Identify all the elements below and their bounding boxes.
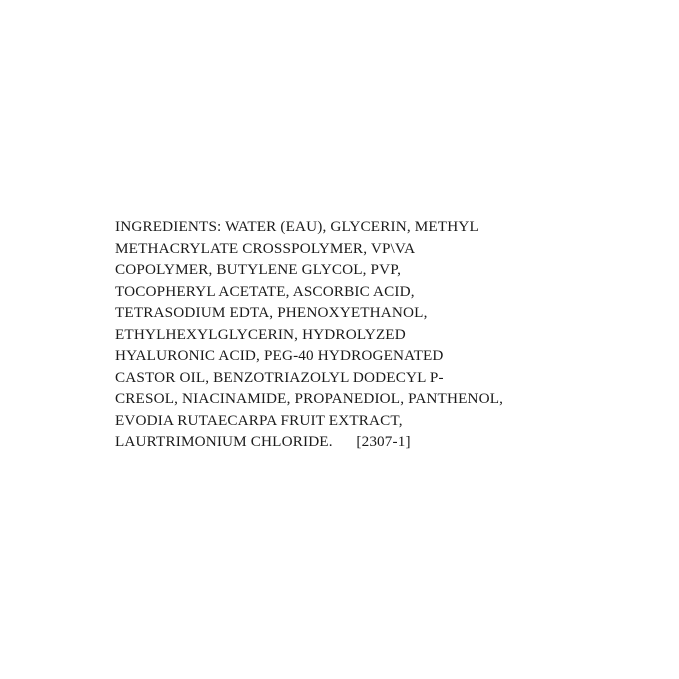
ingredients-list (115, 216, 595, 453)
ingredients-line: INGREDIENTS: WATER (EAU), GLYCERIN, METHYL (115, 218, 479, 235)
ingredients-line: EVODIA RUTAECARPA FRUIT EXTRACT, (115, 411, 403, 429)
ingredients-line: CRESOL, NIACINAMIDE, PROPANEDIOL, PANTHENOL, (115, 390, 504, 407)
ingredients-line: HYALURONIC ACID, PEG-40 HYDROGENATED (115, 347, 444, 364)
ingredients-line: TETRASODIUM EDTA, PHENOXYETHANOL, (115, 304, 428, 321)
ingredients-line: ETHYLHEXYLGLYCERIN, HYDROLYZED (115, 325, 406, 343)
ingredients-line: METHACRYLATE CROSSPOLYMER, VP\VA (115, 239, 416, 257)
ingredients-line: CASTOR OIL, BENZOTRIAZOLYL DODECYL P- (115, 368, 444, 386)
ingredients-line: COPOLYMER, BUTYLENE GLYCOL, PVP, (115, 261, 402, 278)
ingredients-line: TOCOPHERYL ACETATE, ASCORBIC ACID, (115, 282, 415, 300)
ingredients-line-with-batch-code: LAURTRIMONIUM CHLORIDE. [2307-1] (115, 433, 411, 450)
